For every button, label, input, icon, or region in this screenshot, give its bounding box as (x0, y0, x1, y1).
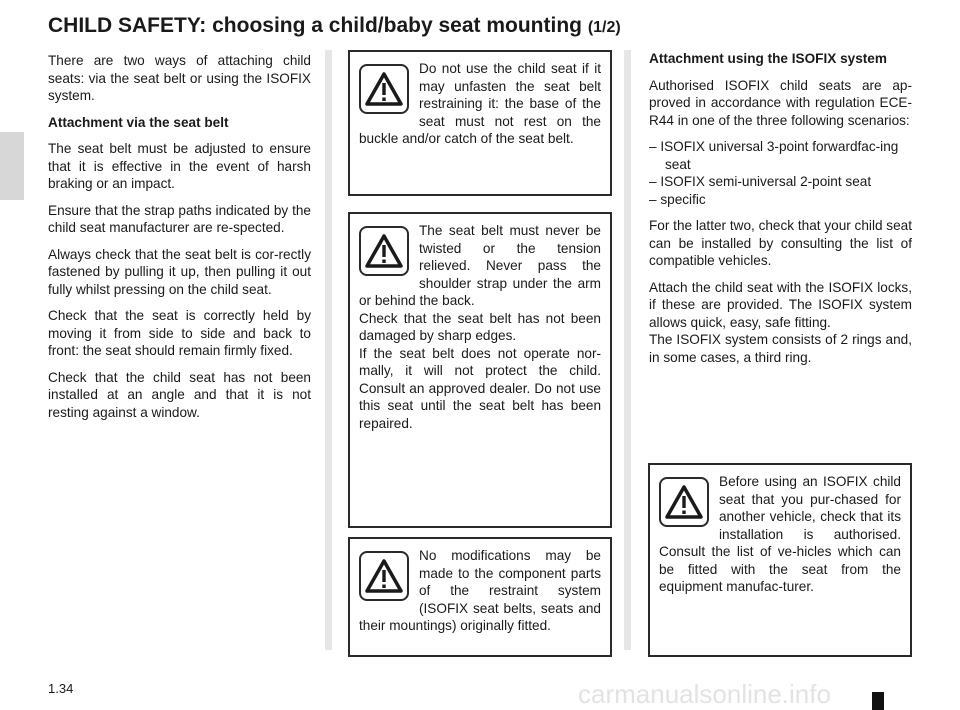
paragraph: The seat belt must be adjusted to ensure that it is effective in the event of harsh braking or an impact. (48, 141, 311, 191)
paragraph: Ensure that the strap paths indicated by the child seat manufacturer are re-spected. (48, 202, 311, 235)
warning-text-line: If the seat belt does not operate nor-mally, it will not protect the child. Consult an approved dealer. Do not use this seat until the seat belt has been repaired. (359, 345, 601, 431)
intro-paragraph: There are two ways of attaching child seats: via the seat belt or using the ISOFIX system. (48, 53, 311, 103)
paragraph: Always check that the seat belt is cor-rectly fastened by pulling it up, then pulling it out fully whilst pressing on the child seat. (48, 246, 311, 297)
paragraph: Attach the child seat with the ISOFIX locks, if these are provided. The ISOFIX system allows quick, easy, safe fitting. (649, 279, 912, 330)
warning-box-seat-base (348, 50, 612, 196)
paragraph: Check that the seat is correctly held by moving it from side to side and back to front: the seat should remain firmly fixed. (48, 308, 311, 358)
warning-triangle-icon (659, 477, 709, 527)
warning-triangle-icon (359, 226, 409, 276)
warning-text: Do not use the child seat if it may unfasten the seat belt restraining it: the base of the seat must not rest on the buckle and/or catch of the seat belt. (359, 61, 601, 146)
section-heading-isofix: Attachment using the ISOFIX system (649, 51, 887, 66)
warning-triangle-icon (359, 64, 409, 114)
page-title (48, 14, 621, 38)
list-item: – specific (649, 191, 706, 207)
right-column (649, 50, 912, 375)
scenario-list (649, 138, 912, 208)
left-column (48, 52, 311, 430)
watermark: carmanualsonline.info (578, 679, 831, 709)
corner-mark (872, 692, 884, 710)
warning-box-isofix-other-vehicle (648, 463, 912, 657)
paragraph: For the latter two, check that your child seat can be installed by consulting the list of compatible vehicles. (649, 218, 912, 268)
list-item: – ISOFIX universal 3-point forwardfac-ing seat (649, 139, 899, 172)
title-page-indicator: (1/2) (587, 19, 621, 36)
warning-box-no-modifications (348, 537, 612, 657)
chapter-tab (0, 132, 24, 200)
paragraph: Check that the child seat has not been installed at an angle and that it is not resting against a window. (48, 369, 311, 420)
title-text: CHILD SAFETY: choosing a child/baby seat mounting (48, 14, 582, 37)
paragraph: The ISOFIX system consists of 2 rings and, in some cases, a third ring. (649, 332, 912, 365)
column-divider-left (325, 50, 332, 650)
list-item: – ISOFIX semi-universal 2-point seat (649, 174, 872, 189)
paragraph: Authorised ISOFIX child seats are ap-proved in accordance with regulation ECE-R44 in one of the three following scenarios: (649, 77, 912, 128)
warning-box-belt-twist (348, 212, 612, 528)
section-heading-seat-belt: Attachment via the seat belt (48, 114, 229, 130)
warning-text: No modifications may be made to the component parts of the restraint system (ISOFIX seat belts, seats and their mountings) originally fitted. (359, 548, 601, 633)
warning-text: The seat belt must never be twisted or the tension relieved. Never pass the shoulder strap under the arm or behind the back. (359, 223, 601, 308)
column-divider-right (624, 50, 631, 650)
warning-text: Before using an ISOFIX child seat that you pur-chased for another vehicle, check that its installation is authorised. Consult the list of ve-hicles which can be fitted with the seat from the equipment manufac-turer. (659, 474, 901, 594)
warning-triangle-icon (359, 551, 409, 601)
warning-text-line: Check that the seat belt has not been damaged by sharp edges. (359, 310, 601, 343)
page-number: 1.34 (48, 681, 74, 696)
